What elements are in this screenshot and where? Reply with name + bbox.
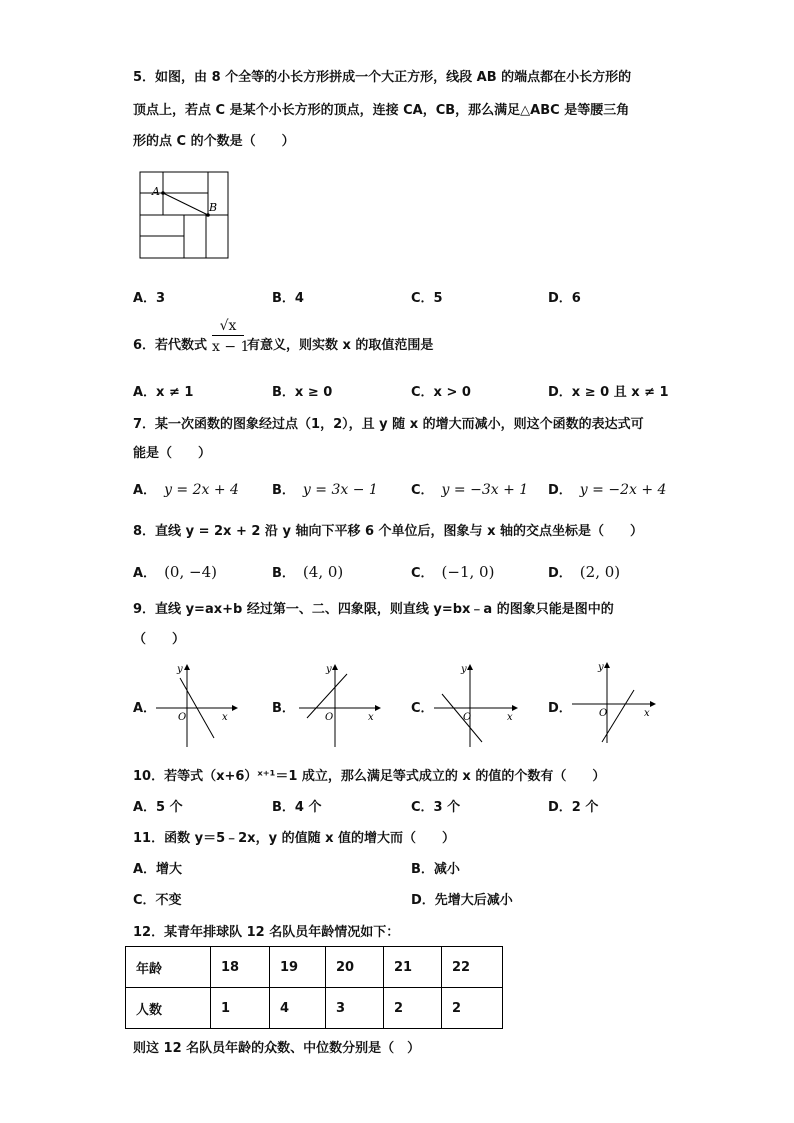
- q8-option-d-expr: (2, 0): [579, 563, 621, 581]
- q11-option-b[interactable]: B．减小: [411, 862, 460, 877]
- q8-option-c-label: C．: [411, 566, 434, 581]
- q10-line: 10．若等式（x+6）ˣ⁺¹＝1 成立，那么满足等式成立的 x 的值的个数有（ ）: [133, 769, 606, 784]
- q12-line: 12．某青年排球队 12 名队员年龄情况如下：: [133, 925, 400, 940]
- q6-option-d[interactable]: D．x ≥ 0 且 x ≠ 1: [548, 385, 669, 400]
- q8-option-b-label: B．: [272, 566, 295, 581]
- q7-option-d-label: D．: [548, 483, 572, 498]
- q6-option-a[interactable]: A．x ≠ 1: [133, 385, 194, 400]
- q6-suffix: 有意义，则实数 x 的取值范围是: [247, 338, 434, 353]
- q5-line3: 形的点 C 的个数是（ ）: [133, 134, 295, 149]
- table-cell: 2: [442, 988, 503, 1029]
- q7-option-c[interactable]: [411, 479, 528, 498]
- q5-option-a[interactable]: A．3: [133, 291, 166, 306]
- q8-option-a-expr: (0, −4): [164, 563, 217, 581]
- table-cell: 18: [211, 947, 270, 988]
- table-cell: 人数: [126, 988, 211, 1029]
- y-axis-label: y: [598, 662, 604, 673]
- origin-label: O: [463, 712, 472, 723]
- q7-option-b-label: B．: [272, 483, 295, 498]
- q7-option-a-label: A．: [133, 483, 157, 498]
- x-axis-label: x: [644, 708, 650, 719]
- table-cell: 3: [326, 988, 384, 1029]
- q8-option-a[interactable]: [133, 562, 217, 581]
- q11-option-c[interactable]: C．不变: [133, 893, 182, 908]
- q10-option-d[interactable]: D．2 个: [548, 800, 599, 815]
- q5-line2: 顶点上，若点 C 是某个小长方形的顶点，连接 CA，CB，那么满足△ABC 是等腰三角: [133, 103, 630, 118]
- q8-option-a-label: A．: [133, 566, 157, 581]
- table-cell: 4: [270, 988, 326, 1029]
- age-table: [125, 946, 503, 1029]
- q8-option-d[interactable]: [548, 562, 620, 581]
- point-a-label: A: [152, 185, 160, 198]
- q6-denominator: x − 1: [212, 339, 250, 355]
- q9-option-d-label[interactable]: D．: [548, 701, 572, 716]
- y-axis-label: y: [461, 664, 467, 675]
- table-cell: 20: [326, 947, 384, 988]
- q7-option-c-label: C．: [411, 483, 434, 498]
- q7-option-c-expr: y = −3x + 1: [441, 482, 529, 498]
- q8-line: 8．直线 y = 2x + 2 沿 y 轴向下平移 6 个单位后，图象与 x 轴的交点坐标是（ ）: [133, 524, 643, 539]
- q7-option-b-expr: y = 3x − 1: [302, 482, 378, 498]
- table-cell: 21: [384, 947, 442, 988]
- q5-line1: 5．如图，由 8 个全等的小长方形拼成一个大正方形，线段 AB 的端点都在小长方形的: [133, 70, 632, 85]
- q7-line1: 7．某一次函数的图象经过点（1，2），且 y 随 x 的增大而减小，则这个函数的表达式可: [133, 417, 644, 432]
- x-axis-label: x: [222, 712, 228, 723]
- q5-option-b[interactable]: B．4: [272, 291, 304, 306]
- q7-option-a[interactable]: [133, 479, 239, 498]
- q11-option-a[interactable]: A．增大: [133, 862, 183, 877]
- q8-option-c-expr: (−1, 0): [441, 563, 495, 581]
- q9-graph-c[interactable]: [430, 660, 520, 750]
- q7-option-d-expr: y = −2x + 4: [579, 482, 667, 498]
- q8-option-b-expr: (4, 0): [302, 563, 344, 581]
- q6-numerator: √x: [212, 318, 244, 336]
- q10-option-c[interactable]: C．3 个: [411, 800, 461, 815]
- q6-option-c[interactable]: C．x > 0: [411, 385, 471, 400]
- table-cell: 19: [270, 947, 326, 988]
- table-cell: 年龄: [126, 947, 211, 988]
- q7-option-d[interactable]: [548, 479, 666, 498]
- q6-option-b[interactable]: B．x ≥ 0: [272, 385, 333, 400]
- origin-label: O: [599, 708, 608, 719]
- q8-option-b[interactable]: [272, 562, 343, 581]
- q9-graph-d[interactable]: [568, 658, 658, 748]
- q9-option-b-label[interactable]: B．: [272, 701, 295, 716]
- q8-option-c[interactable]: [411, 562, 494, 581]
- q9-option-c-label[interactable]: C．: [411, 701, 434, 716]
- q7-option-a-expr: y = 2x + 4: [164, 482, 239, 498]
- q10-option-b[interactable]: B．4 个: [272, 800, 322, 815]
- q10-option-a[interactable]: A．5 个: [133, 800, 183, 815]
- q7-option-b[interactable]: [272, 479, 378, 498]
- q11-option-d[interactable]: D．先增大后减小: [411, 893, 513, 908]
- y-axis-label: y: [326, 664, 332, 675]
- q9-option-a-label[interactable]: A．: [133, 701, 157, 716]
- origin-label: O: [325, 712, 334, 723]
- table-cell: 2: [384, 988, 442, 1029]
- q9-line2: （ ）: [133, 632, 186, 647]
- q12-after: 则这 12 名队员年龄的众数、中位数分别是（ ）: [133, 1041, 421, 1056]
- q5-option-d[interactable]: D．6: [548, 291, 581, 306]
- point-b-label: B: [209, 201, 218, 214]
- q9-line1: 9．直线 y=ax+b 经过第一、二、四象限，则直线 y=bx﹣a 的图象只能是图中的: [133, 602, 614, 617]
- q8-option-d-label: D．: [548, 566, 572, 581]
- q9-graph-a[interactable]: [152, 660, 240, 750]
- y-axis-label: y: [177, 664, 183, 675]
- q11-line: 11．函数 y＝5﹣2x，y 的值随 x 值的增大而（ ）: [133, 831, 456, 846]
- table-cell: 22: [442, 947, 503, 988]
- q7-line2: 能是（ ）: [133, 446, 212, 461]
- table-cell: 1: [211, 988, 270, 1029]
- x-axis-label: x: [368, 712, 374, 723]
- q6-prefix: 6．若代数式: [133, 338, 208, 353]
- x-axis-label: x: [507, 712, 513, 723]
- table-row: [126, 988, 503, 1029]
- q6-fraction: [212, 318, 250, 355]
- q5-option-c[interactable]: C．5: [411, 291, 443, 306]
- q9-graph-b[interactable]: [295, 660, 383, 750]
- q5-figure: [138, 170, 232, 260]
- origin-label: O: [178, 712, 187, 723]
- table-row: [126, 947, 503, 988]
